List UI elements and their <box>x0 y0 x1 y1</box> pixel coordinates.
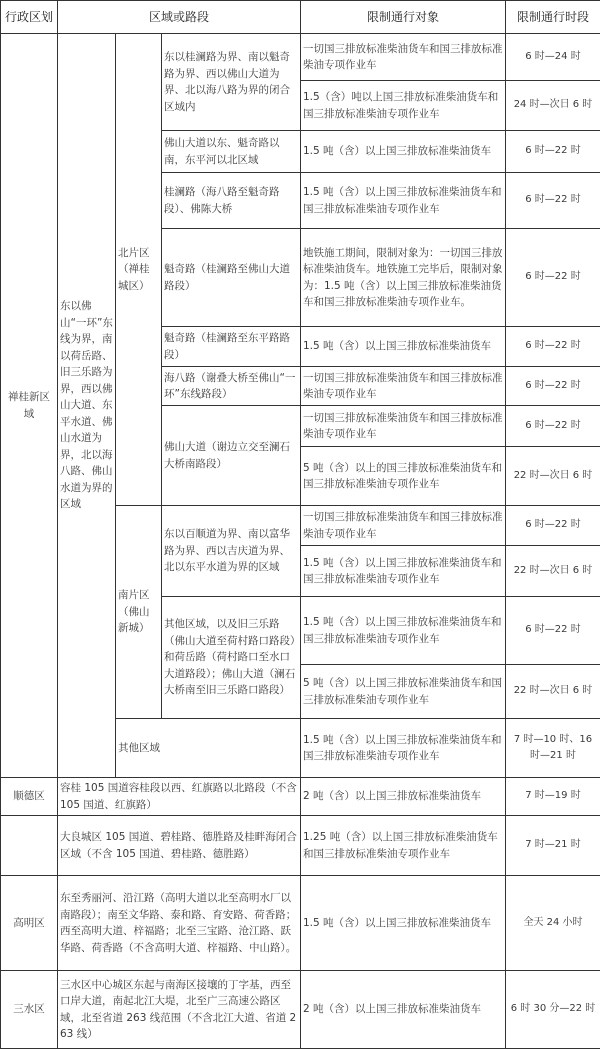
district-cell: 三水区 <box>1 971 58 1049</box>
time-cell: 6 时—22 时 <box>506 327 600 367</box>
target-cell: 1.5 吨（含）以上国三排放标准柴油货车和国三排放标准柴油专项作业车 <box>301 597 506 665</box>
road-cell: 桂澜路（海八路至魁奇路段）、佛陈大桥 <box>162 173 301 229</box>
target-cell: 5 吨（含）以上的国三排放标准柴油货车和国三排放标准柴油专项作业车 <box>301 447 506 506</box>
target-cell: 一切国三排放标准柴油货车和国三排放标准柴油专项作业车 <box>301 406 506 447</box>
area-description: 东以佛山“一环”东线为界，南以荷岳路、旧三乐路为界，西以佛山大道、东平水道、佛山水道为界，北以海八路、佛山水道为界的区域 <box>58 34 116 778</box>
district-cell: 顺德区 <box>1 778 58 816</box>
area-cell: 三水区中心城区东起与南海区接壤的丁字基，西至口岸大道，南起北江大堤，北至广三高速公路区域，北至省道 263 线范围（不含北江大道、省道 263 线） <box>58 971 301 1049</box>
target-cell: 地铁施工期间，限制对象为：一切国三排放标准柴油货车。地铁施工完毕后，限制对象为：1.5 吨（含）以上国三排放标准柴油货车和国三排放标准柴油专项作业车。 <box>301 229 506 327</box>
header-area: 区域或路段 <box>58 1 301 34</box>
time-cell: 6 时—22 时 <box>506 131 600 173</box>
district-cell <box>1 816 58 876</box>
road-cell: 佛山大道以东、魁奇路以南，东平河以北区域 <box>162 131 301 173</box>
time-cell: 22 时—次日 6 时 <box>506 447 600 506</box>
road-cell: 东以桂澜路为界、南以魁奇路为界、西以佛山大道为界、北以海八路为界的闭合区域内 <box>162 34 301 131</box>
header-row <box>1 1 600 34</box>
road-cell: 魁奇路（桂澜路至东平路路段） <box>162 327 301 367</box>
time-cell: 6 时—22 时 <box>506 506 600 546</box>
time-cell: 6 时—22 时 <box>506 229 600 327</box>
time-cell: 22 时—次日 6 时 <box>506 665 600 719</box>
target-cell: 一切国三排放标准柴油货车和国三排放标准柴油专项作业车 <box>301 506 506 546</box>
district-cell: 禅桂新区域 <box>1 34 58 778</box>
time-cell: 7 时—19 时 <box>506 778 600 816</box>
time-cell: 6 时—22 时 <box>506 406 600 447</box>
district-cell: 高明区 <box>1 876 58 971</box>
target-cell: 1.5 吨（含）以上国三排放标准柴油货车和国三排放标准柴油专项作业车 <box>301 546 506 597</box>
target-cell: 一切国三排放标准柴油货车和国三排放标准柴油专项作业车 <box>301 367 506 406</box>
header-target: 限制通行对象 <box>301 1 506 34</box>
target-cell: 2 吨（含）以上国三排放标准柴油货车 <box>301 778 506 816</box>
target-cell: 1.5 吨（含）以上国三排放标准柴油货车和国三排放标准柴油专项作业车 <box>301 173 506 229</box>
table-row <box>1 34 600 81</box>
time-cell: 6 时—24 时 <box>506 34 600 81</box>
target-cell: 1.5 吨（含）以上国三排放标准柴油货车 <box>301 131 506 173</box>
time-cell: 7 时—10 时、16 时—21 时 <box>506 719 600 778</box>
table-row <box>1 816 600 876</box>
road-cell: 魁奇路（桂澜路至佛山大道路段） <box>162 229 301 327</box>
other-zone: 其他区域 <box>116 719 301 778</box>
time-cell: 全天 24 小时 <box>506 876 600 971</box>
table-row <box>1 876 600 971</box>
target-cell: 1.25 吨（含）以上国三排放标准柴油货车和国三排放标准柴油专项作业车 <box>301 816 506 876</box>
target-cell: 1.5 吨（含）以上国三排放标准柴油货车和国三排放标准柴油专项作业车 <box>301 719 506 778</box>
target-cell: 1.5 吨（含）以上国三排放标准柴油货车 <box>301 327 506 367</box>
area-cell: 东至秀丽河、沿江路（高明大道以北至高明水厂以南路段）；南至文华路、泰和路、育安路、荷香路；西至高明大道、梓福路；北至三宝路、沧江路、跃华路、荷香路（不含高明大道、梓福路、中山路）。 <box>58 876 301 971</box>
target-cell: 一切国三排放标准柴油货车和国三排放标准柴油专项作业车 <box>301 34 506 81</box>
north-zone: 北片区（禅桂城区） <box>116 34 162 506</box>
road-cell: 佛山大道（谢边立交至澜石大桥南路段） <box>162 406 301 506</box>
time-cell: 6 时—22 时 <box>506 597 600 665</box>
road-cell: 海八路（谢叠大桥至佛山“一环”东线路段） <box>162 367 301 406</box>
time-cell: 6 时 30 分—22 时 <box>506 971 600 1049</box>
target-cell: 2 吨（含）以上国三排放标准柴油货车 <box>301 971 506 1049</box>
road-cell: 东以百顺道为界、南以富华路为界、西以吉庆道为界、北以东平水道为界的区域 <box>162 506 301 597</box>
target-cell: 5 吨（含）以上国三排放标准柴油货车和国三排放标准柴油专项作业车 <box>301 665 506 719</box>
header-time: 限制通行时段 <box>506 1 600 34</box>
table-row <box>1 778 600 816</box>
time-cell: 24 时—次日 6 时 <box>506 81 600 131</box>
target-cell: 1.5（含）吨以上国三排放标准柴油货车和国三排放标准柴油专项作业车 <box>301 81 506 131</box>
time-cell: 6 时—22 时 <box>506 173 600 229</box>
time-cell: 6 时—22 时 <box>506 367 600 406</box>
road-cell: 其他区域，以及旧三乐路（佛山大道至荷村路口路段）和荷岳路（荷村路口至水口大道路段）；佛山大道（澜石大桥南至旧三乐路口路段） <box>162 597 301 719</box>
target-cell: 1.5 吨（含）以上国三排放标准柴油货车 <box>301 876 506 971</box>
header-district: 行政区划 <box>1 1 58 34</box>
time-cell: 22 时—次日 6 时 <box>506 546 600 597</box>
south-zone: 南片区（佛山新城） <box>116 506 162 719</box>
area-cell: 容桂 105 国道容桂段以西、红旗路以北路段（不含 105 国道、红旗路） <box>58 778 301 816</box>
area-cell: 大良城区 105 国道、碧桂路、德胜路及桂畔海闭合区域（不含 105 国道、碧桂路、德胜路） <box>58 816 301 876</box>
time-cell: 7 时—21 时 <box>506 816 600 876</box>
table-row <box>1 971 600 1049</box>
